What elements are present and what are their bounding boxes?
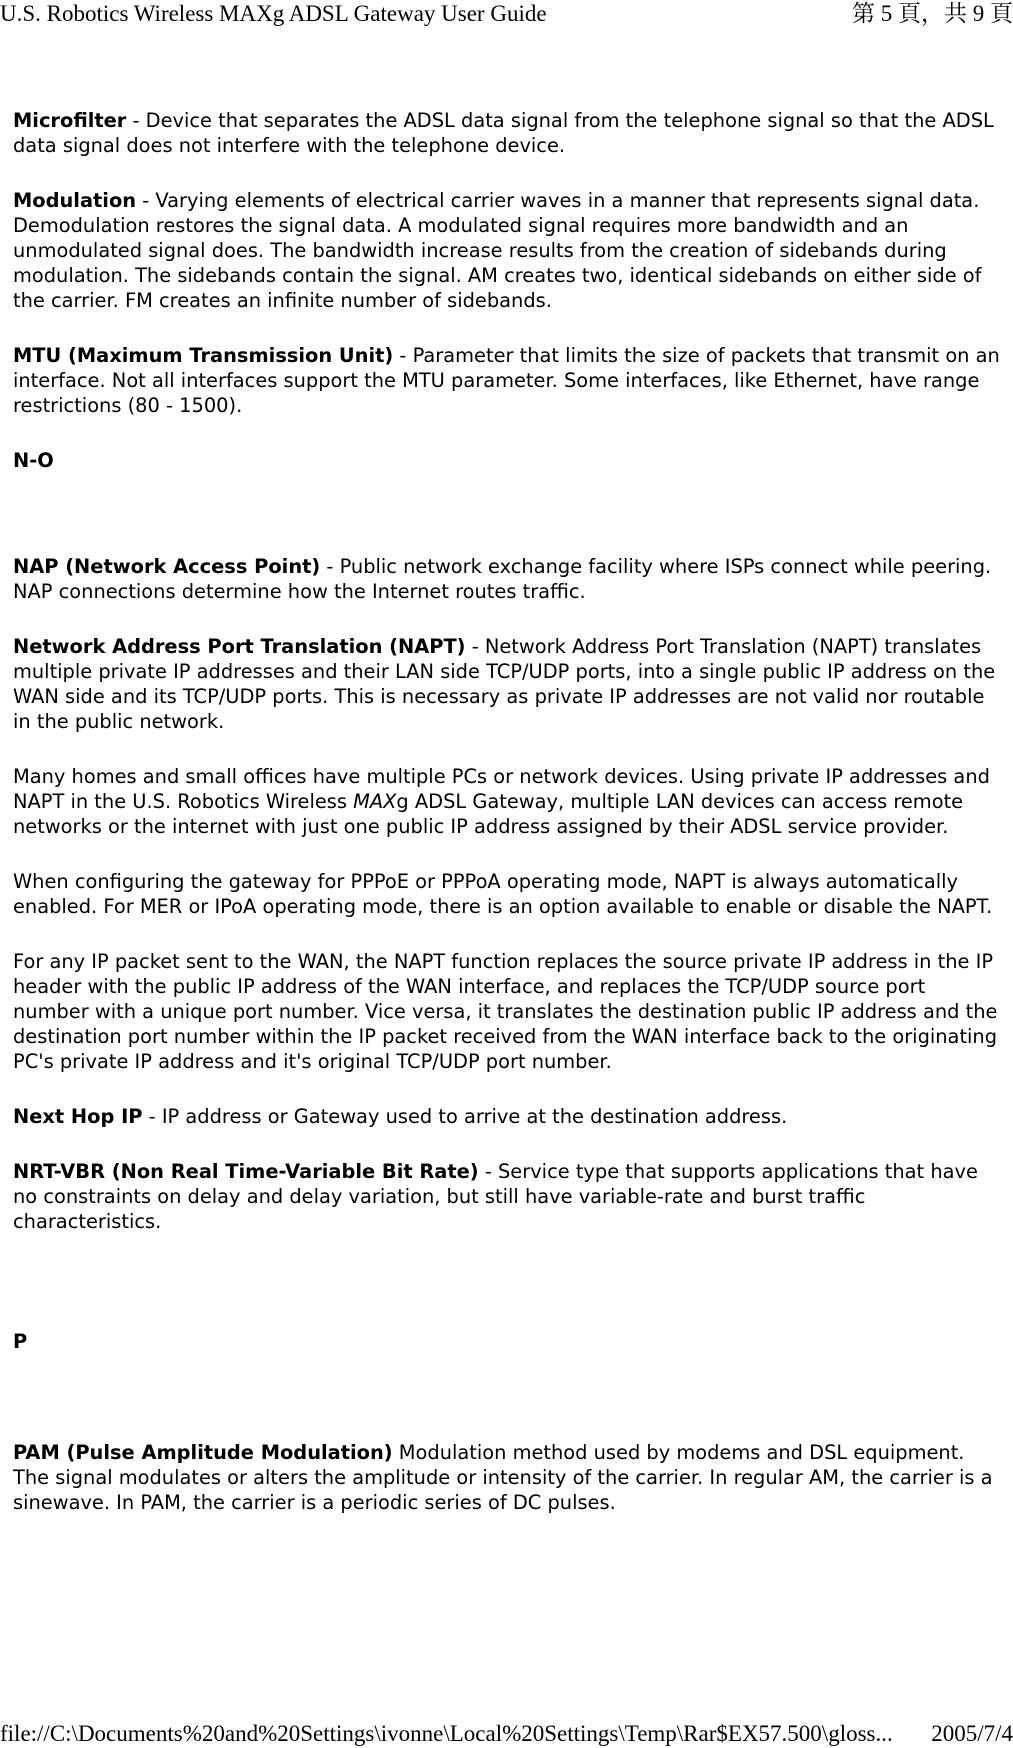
entry-term: Network Address Port Translation (NAPT) <box>13 635 466 658</box>
section-spacer <box>13 1264 1003 1329</box>
page-indicator: 第 5 頁，共 9 頁 <box>852 1 1013 26</box>
glossary-entry-next-hop-ip <box>13 1104 1003 1129</box>
section-spacer <box>13 1354 1003 1440</box>
entry-term: NAP (Network Access Point) <box>13 555 321 578</box>
entry-definition: - Varying elements of electrical carrier waves in a manner that represents signal data. Demodulation restores the signal data. A modulated signal requires more bandwidth and an unmodulated signal does. The bandwidth increase results from the creation of sidebands during modulation. The sidebands contain the signal. AM creates two, identical sidebands on either side of the carrier. FM creates an infinite number of sidebands. <box>13 189 982 312</box>
napt-paragraph-configuring: When configuring the gateway for PPPoE or PPPoA operating mode, NAPT is always automatically enabled. For MER or IPoA operating mode, there is an option available to enable or disable the NAPT. <box>13 870 993 918</box>
print-header <box>0 0 1013 28</box>
print-footer <box>0 1720 1013 1748</box>
entry-definition: Modulation method used by modems and DSL equipment. The signal modulates or alters the amplitude or intensity of the carrier. In regular AM, the carrier is a sinewave. In PAM, the carrier is a periodic series of DC pulses. <box>13 1441 993 1514</box>
section-heading-n-o: N-O <box>13 449 54 472</box>
glossary-content <box>13 108 1003 1545</box>
glossary-entry-napt <box>13 634 1003 734</box>
section-spacer <box>13 473 1003 554</box>
entry-definition: - Service type that supports applications that have no constraints on delay and delay variation, but still have variable-rate and burst traffic characteristics. <box>13 1160 978 1233</box>
entry-term: Modulation <box>13 189 137 212</box>
entry-definition: - Network Address Port Translation (NAPT) translates multiple private IP addresses and their LAN side TCP/UDP ports, into a single public IP address on the WAN side and its TCP/UDP ports. This is necessary as private IP addresses are not valid nor routable in the public network. <box>13 635 996 733</box>
section-heading-p: P <box>13 1330 28 1353</box>
glossary-entry-pam <box>13 1440 1003 1515</box>
glossary-entry-mtu <box>13 343 1003 418</box>
entry-term: Microfilter <box>13 109 127 132</box>
napt-paragraph-homes <box>13 764 1003 839</box>
glossary-entry-modulation <box>13 188 1003 313</box>
napt-paragraph-packet: For any IP packet sent to the WAN, the NAPT function replaces the source private IP address in the IP header with the public IP address of the WAN interface, and replaces the TCP/UDP source port number with a unique port number. Vice versa, it translates the destination public IP address and the destination port number within the IP packet received from the WAN interface back to the originating PC's private IP address and it's original TCP/UDP port number. <box>13 950 998 1073</box>
entry-term: PAM (Pulse Amplitude Modulation) <box>13 1441 393 1464</box>
paragraph-text: g ADSL Gateway, multiple LAN devices can access remote networks or the internet with just one public IP address assigned by their ADSL service provider. <box>13 790 964 838</box>
entry-term: Next Hop IP <box>13 1105 143 1128</box>
product-emphasis: MAX <box>353 790 397 813</box>
entry-term: MTU (Maximum Transmission Unit) <box>13 344 394 367</box>
entry-definition: - Public network exchange facility where ISPs connect while peering. NAP connections determine how the Internet routes traffic. <box>13 555 992 603</box>
entry-term: NRT-VBR (Non Real Time-Variable Bit Rate) <box>13 1160 479 1183</box>
entry-definition: - Device that separates the ADSL data signal from the telephone signal so that the ADSL data signal does not interfere with the telephone device. <box>13 109 994 157</box>
glossary-entry-nrt-vbr <box>13 1159 1003 1234</box>
entry-definition: - Parameter that limits the size of packets that transmit on an interface. Not all interfaces support the MTU parameter. Some interfaces, like Ethernet, have range restrictions (80 - 1500). <box>13 344 1000 417</box>
paragraph-text: Many homes and small offices have multiple PCs or network devices. Using private IP addresses and NAPT in the U.S. Robotics Wireless <box>13 765 990 813</box>
print-date: 2005/7/4 <box>931 1721 1013 1746</box>
glossary-entry-nap <box>13 554 1003 604</box>
file-path: file://C:\Documents%20and%20Settings\ivonne\Local%20Settings\Temp\Rar$EX57.500\gloss... <box>0 1721 893 1746</box>
glossary-entry-microfilter <box>13 108 1003 158</box>
entry-definition: - IP address or Gateway used to arrive at the destination address. <box>142 1105 788 1128</box>
document-title: U.S. Robotics Wireless MAXg ADSL Gateway User Guide <box>0 1 547 26</box>
